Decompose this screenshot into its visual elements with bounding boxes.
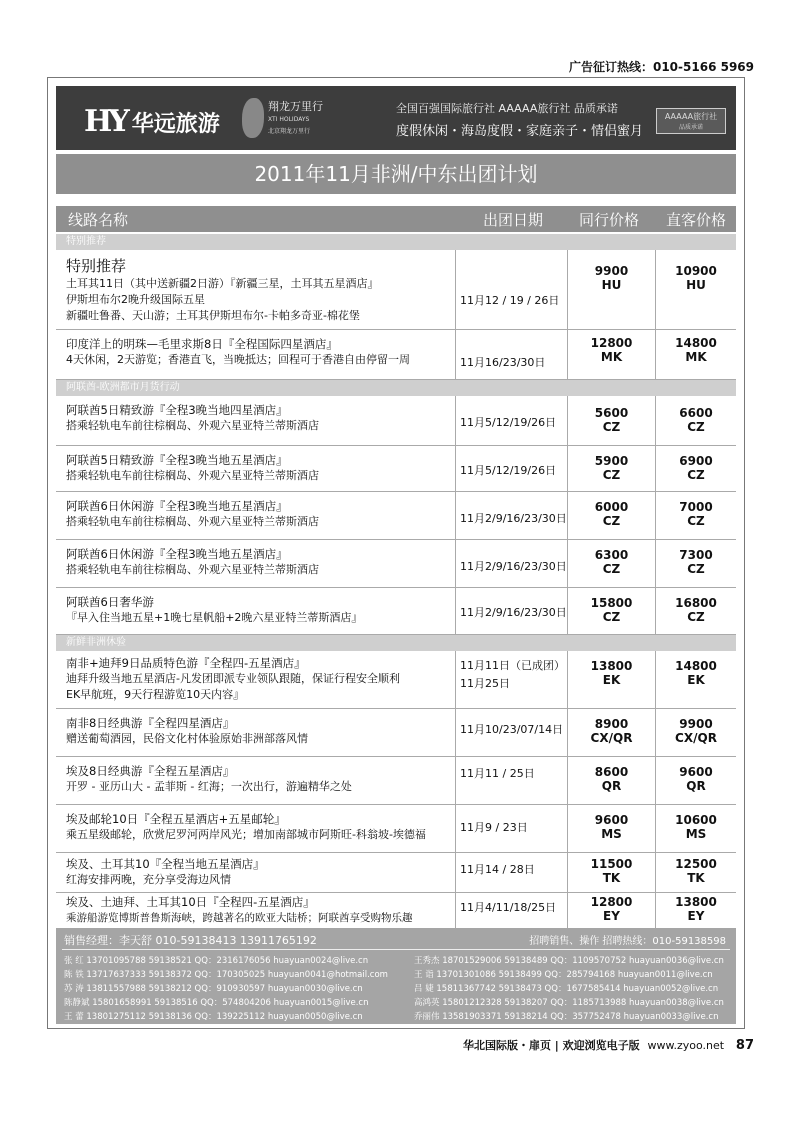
route-desc: EK早航班，9天行程游览10天内容』 bbox=[66, 688, 245, 701]
peer-price: 9600 MS bbox=[594, 813, 629, 841]
header-direct-price: 直客价格 bbox=[666, 211, 727, 229]
date-cell bbox=[456, 396, 568, 445]
peer-price: 9900 HU bbox=[594, 264, 629, 292]
peer-price-cell bbox=[568, 805, 656, 852]
peer-price-cell bbox=[568, 757, 656, 804]
badge-line-1: AAAAA旅行社 bbox=[664, 112, 718, 121]
peer-price: 13800 EK bbox=[590, 659, 633, 687]
partner-sub: 北京翔龙万里行 bbox=[268, 128, 311, 135]
direct-price-cell bbox=[656, 330, 736, 379]
table-row bbox=[56, 446, 736, 492]
route-cell bbox=[56, 805, 456, 852]
table-row bbox=[56, 540, 736, 588]
peer-price-cell bbox=[568, 446, 656, 491]
divider bbox=[62, 949, 730, 950]
route-cell bbox=[56, 250, 456, 329]
direct-price: 12500 TK bbox=[675, 857, 717, 885]
partner-en: XTI HOLIDAYS bbox=[268, 116, 310, 123]
header-route: 线路名称 bbox=[68, 211, 129, 229]
departure-date: 11月2/9/16/23/30日 bbox=[460, 606, 567, 619]
route-cell bbox=[56, 330, 456, 379]
route-desc: 搭乘轻轨电车前往棕榈岛、外观六星亚特兰蒂斯酒店 bbox=[66, 563, 319, 576]
section-label: 特别推荐 bbox=[56, 234, 736, 250]
route-name: 阿联酋6日奢华游 bbox=[66, 595, 154, 609]
route-desc: 土耳其11日（其中送新疆2日游）『新疆三星，土耳其五星酒店』 bbox=[66, 277, 379, 290]
route-cell bbox=[56, 396, 456, 445]
route-name: 埃及8日经典游『全程五星酒店』 bbox=[66, 764, 235, 778]
contact-entry: 吕 婕 15811367742 59138473 QQ：1677585414 huayuan0052@live.cn bbox=[414, 984, 719, 994]
page-number: 87 bbox=[735, 1038, 754, 1053]
direct-price: 13800 EY bbox=[675, 895, 717, 923]
departure-date: 11月4/11/18/25日 bbox=[460, 901, 557, 914]
departure-date: 11月2/9/16/23/30日 bbox=[460, 560, 567, 573]
direct-price-cell bbox=[656, 757, 736, 804]
route-desc: 红海安排两晚，充分享受海边风情 bbox=[66, 873, 231, 886]
partner-name: 翔龙万里行 bbox=[268, 100, 323, 113]
route-desc: 搭乘轻轨电车前往棕榈岛、外观六星亚特兰蒂斯酒店 bbox=[66, 419, 319, 432]
route-desc: 伊斯坦布尔2晚升级国际五星 bbox=[66, 293, 205, 306]
website-link[interactable]: www.zyoo.net bbox=[647, 1039, 725, 1052]
departure-date: 11月11 / 25日 bbox=[460, 767, 535, 780]
route-cell bbox=[56, 446, 456, 491]
departure-date: 11月5/12/19/26日 bbox=[460, 416, 557, 429]
route-name: 南非+迪拜9日品质特色游『全程四-五星酒店』 bbox=[66, 656, 306, 670]
direct-price: 7300 CZ bbox=[679, 548, 713, 576]
direct-price: 10900 HU bbox=[675, 264, 717, 292]
route-name: 埃及、土耳其10『全程当地五星酒店』 bbox=[66, 857, 265, 871]
date-cell bbox=[456, 446, 568, 491]
contact-entry: 张 红 13701095788 59138521 QQ：2316176056 huayuan0024@live.cn bbox=[64, 956, 369, 966]
direct-price: 6600 CZ bbox=[679, 406, 713, 434]
route-desc: 开罗 - 亚历山大 - 孟菲斯 - 红海；一次出行，游遍精华之处 bbox=[66, 780, 352, 793]
peer-price-cell bbox=[568, 492, 656, 539]
peer-price: 8900 CX/QR bbox=[590, 717, 633, 745]
route-name: 阿联酋6日休闲游『全程3晚当地五星酒店』 bbox=[66, 547, 288, 561]
peer-price: 12800 EY bbox=[590, 895, 633, 923]
table-row bbox=[56, 250, 736, 330]
header-peer-price: 同行价格 bbox=[579, 211, 640, 229]
date-cell bbox=[456, 709, 568, 756]
departure-date: 11月2/9/16/23/30日 bbox=[460, 512, 567, 525]
direct-price-cell bbox=[656, 446, 736, 491]
direct-price: 14800 MK bbox=[675, 336, 717, 364]
route-desc: 乘游船游览博斯普鲁斯海峡，跨越著名的欧亚大陆桥；阿联酋享受购物乐趣 bbox=[66, 912, 413, 924]
ad-hotline: 广告征订热线：010-5166 5969 bbox=[568, 60, 754, 74]
direct-price: 9900 CX/QR bbox=[675, 717, 717, 745]
direct-price: 9600 QR bbox=[679, 765, 713, 793]
direct-price-cell bbox=[656, 805, 736, 852]
route-desc: 4天休闲，2天游览；香港直飞，当晚抵达；回程可于香港自由停留一周 bbox=[66, 353, 410, 366]
direct-price-cell bbox=[656, 540, 736, 587]
direct-price-cell bbox=[656, 893, 736, 928]
page-footer bbox=[463, 1037, 754, 1053]
departure-date: 11月16/23/30日 bbox=[460, 356, 546, 369]
route-cell bbox=[56, 588, 456, 634]
table-row bbox=[56, 330, 736, 380]
date-cell bbox=[456, 492, 568, 539]
peer-price-cell bbox=[568, 709, 656, 756]
departure-date: 11月5/12/19/26日 bbox=[460, 464, 557, 477]
direct-price: 10600 MS bbox=[675, 813, 717, 841]
contact-entry: 王秀杰 18701529006 59138489 QQ：1109570752 huayuan0036@live.cn bbox=[414, 956, 724, 966]
hy-logo-icon: HY bbox=[84, 104, 126, 139]
peer-price: 6300 CZ bbox=[594, 548, 629, 576]
route-name: 印度洋上的明珠—毛里求斯8日『全程国际四星酒店』 bbox=[66, 337, 338, 351]
date-cell bbox=[456, 853, 568, 892]
tagline-1: 全国百强国际旅行社 AAAAA旅行社 品质承诺 bbox=[396, 102, 618, 115]
section-label: 阿联酋-欧洲都市月货行动 bbox=[56, 380, 736, 396]
date-cell bbox=[456, 588, 568, 634]
date-cell bbox=[456, 250, 568, 329]
contact-entry: 陈 铁 13717637333 59138372 QQ：170305025 huayuan0041@hotmail.com bbox=[64, 970, 388, 980]
route-cell bbox=[56, 853, 456, 892]
table-row bbox=[56, 893, 736, 928]
departure-date: 11月12 / 19 / 26日 bbox=[460, 294, 560, 307]
table-row bbox=[56, 492, 736, 540]
departure-date: 11月11日（已成团） bbox=[460, 659, 565, 672]
direct-price-cell bbox=[656, 651, 736, 708]
logo-text: 华远旅游 bbox=[131, 112, 220, 137]
route-desc: 搭乘轻轨电车前往棕榈岛、外观六星亚特兰蒂斯酒店 bbox=[66, 515, 319, 528]
route-desc: 新疆吐鲁番、天山游；土耳其伊斯坦布尔-卡帕多奇亚-棉花堡 bbox=[66, 309, 360, 322]
table-row bbox=[56, 396, 736, 446]
peer-price: 15800 CZ bbox=[590, 596, 633, 624]
route-name: 阿联酋5日精致游『全程3晚当地四星酒店』 bbox=[66, 403, 288, 417]
table-row bbox=[56, 651, 736, 709]
route-cell bbox=[56, 651, 456, 708]
direct-price: 7000 CZ bbox=[679, 500, 713, 528]
departure-date: 11月10/23/07/14日 bbox=[460, 723, 564, 736]
peer-price-cell bbox=[568, 588, 656, 634]
tagline-2: 度假休闲・海岛度假・家庭亲子・情侣蜜月 bbox=[396, 124, 644, 139]
direct-price: 6900 CZ bbox=[679, 454, 713, 482]
peer-price-cell bbox=[568, 853, 656, 892]
sales-manager: 销售经理：李天舒 010-59138413 13911765192 bbox=[64, 934, 317, 947]
peer-price: 6000 CZ bbox=[594, 500, 629, 528]
route-name: 南非8日经典游『全程四星酒店』 bbox=[66, 716, 235, 730]
route-name: 埃及、土迪拜、土耳其10日『全程四-五星酒店』 bbox=[66, 895, 315, 909]
peer-price-cell bbox=[568, 250, 656, 329]
recruit-hotline: 招聘销售、操作 招聘热线：010-59138598 bbox=[529, 936, 726, 947]
route-cell bbox=[56, 540, 456, 587]
route-cell bbox=[56, 709, 456, 756]
date-cell bbox=[456, 757, 568, 804]
date-cell bbox=[456, 805, 568, 852]
direct-price-cell bbox=[656, 709, 736, 756]
peer-price-cell bbox=[568, 651, 656, 708]
peer-price-cell bbox=[568, 893, 656, 928]
edition-label: 华北国际版・扉页 | 欢迎浏览电子版 bbox=[462, 1039, 640, 1052]
direct-price-cell bbox=[656, 250, 736, 329]
departure-date-2: 11月25日 bbox=[460, 677, 510, 690]
route-name: 特别推荐 bbox=[66, 257, 127, 275]
route-cell bbox=[56, 893, 456, 928]
contact-entry: 王 诣 13701301086 59138499 QQ：285794168 huayuan0011@live.cn bbox=[414, 970, 713, 980]
peer-price: 5900 CZ bbox=[594, 454, 629, 482]
date-cell bbox=[456, 893, 568, 928]
peer-price: 12800 MK bbox=[590, 336, 633, 364]
date-cell bbox=[456, 330, 568, 379]
route-name: 阿联酋5日精致游『全程3晚当地五星酒店』 bbox=[66, 453, 288, 467]
header-date: 出团日期 bbox=[483, 211, 544, 229]
direct-price-cell bbox=[656, 396, 736, 445]
route-desc: 赠送葡萄酒园，民俗文化村体验原始非洲部落风情 bbox=[66, 732, 308, 745]
table-row bbox=[56, 588, 736, 635]
direct-price-cell bbox=[656, 588, 736, 634]
table-row bbox=[56, 757, 736, 805]
contact-footer bbox=[56, 928, 736, 1024]
schedule-frame bbox=[47, 77, 745, 1029]
section-label: 新鲜非洲休验 bbox=[56, 635, 736, 651]
direct-price-cell bbox=[656, 853, 736, 892]
peer-price: 5600 CZ bbox=[594, 406, 629, 434]
route-desc: 乘五星级邮轮，欣赏尼罗河两岸风光；增加南部城市阿斯旺-科翁坡-埃德福 bbox=[66, 828, 426, 841]
peer-price-cell bbox=[568, 396, 656, 445]
contact-entry: 苏 涛 13811557988 59138212 QQ：910930597 huayuan0030@live.cn bbox=[64, 984, 363, 994]
route-table bbox=[56, 78, 736, 1029]
badge-line-2: 品质承诺 bbox=[678, 124, 703, 131]
peer-price-cell bbox=[568, 540, 656, 587]
page-title: 2011年11月非洲/中东出团计划 bbox=[56, 154, 736, 194]
contact-entry: 陈静斌 15801658991 59138516 QQ：574804206 huayuan0015@live.cn bbox=[64, 998, 369, 1008]
table-row bbox=[56, 805, 736, 853]
route-cell bbox=[56, 492, 456, 539]
route-desc: 『早入住当地五星+1晚七星帆船+2晚六星亚特兰蒂斯酒店』 bbox=[66, 611, 363, 624]
peer-price: 8600 QR bbox=[594, 765, 629, 793]
route-cell bbox=[56, 757, 456, 804]
date-cell bbox=[456, 540, 568, 587]
contact-entry: 王 蕾 13801275112 59138136 QQ：139225112 huayuan0050@live.cn bbox=[64, 1012, 363, 1022]
direct-price-cell bbox=[656, 492, 736, 539]
route-name: 阿联酋6日休闲游『全程3晚当地五星酒店』 bbox=[66, 499, 288, 513]
date-cell bbox=[456, 651, 568, 708]
peer-price: 11500 TK bbox=[590, 857, 633, 885]
table-row bbox=[56, 853, 736, 893]
peer-price-cell bbox=[568, 330, 656, 379]
departure-date: 11月14 / 28日 bbox=[460, 863, 535, 876]
direct-price: 16800 CZ bbox=[675, 596, 717, 624]
departure-date: 11月9 / 23日 bbox=[460, 821, 528, 834]
route-desc: 搭乘轻轨电车前往棕榈岛、外观六星亚特兰蒂斯酒店 bbox=[66, 469, 319, 482]
direct-price: 14800 EK bbox=[675, 659, 717, 687]
contact-entry: 高鸿英 15801212328 59138207 QQ：1185713988 huayuan0038@live.cn bbox=[414, 998, 724, 1008]
table-row bbox=[56, 709, 736, 757]
contact-entry: 乔丽伟 13581903371 59138214 QQ：357752478 huayuan0033@live.cn bbox=[414, 1012, 719, 1022]
route-desc: 迪拜升级当地五星酒店-凡发团即派专业领队跟随，保证行程安全顺利 bbox=[66, 672, 400, 685]
route-name: 埃及邮轮10日『全程五星酒店+五星邮轮』 bbox=[66, 812, 286, 826]
